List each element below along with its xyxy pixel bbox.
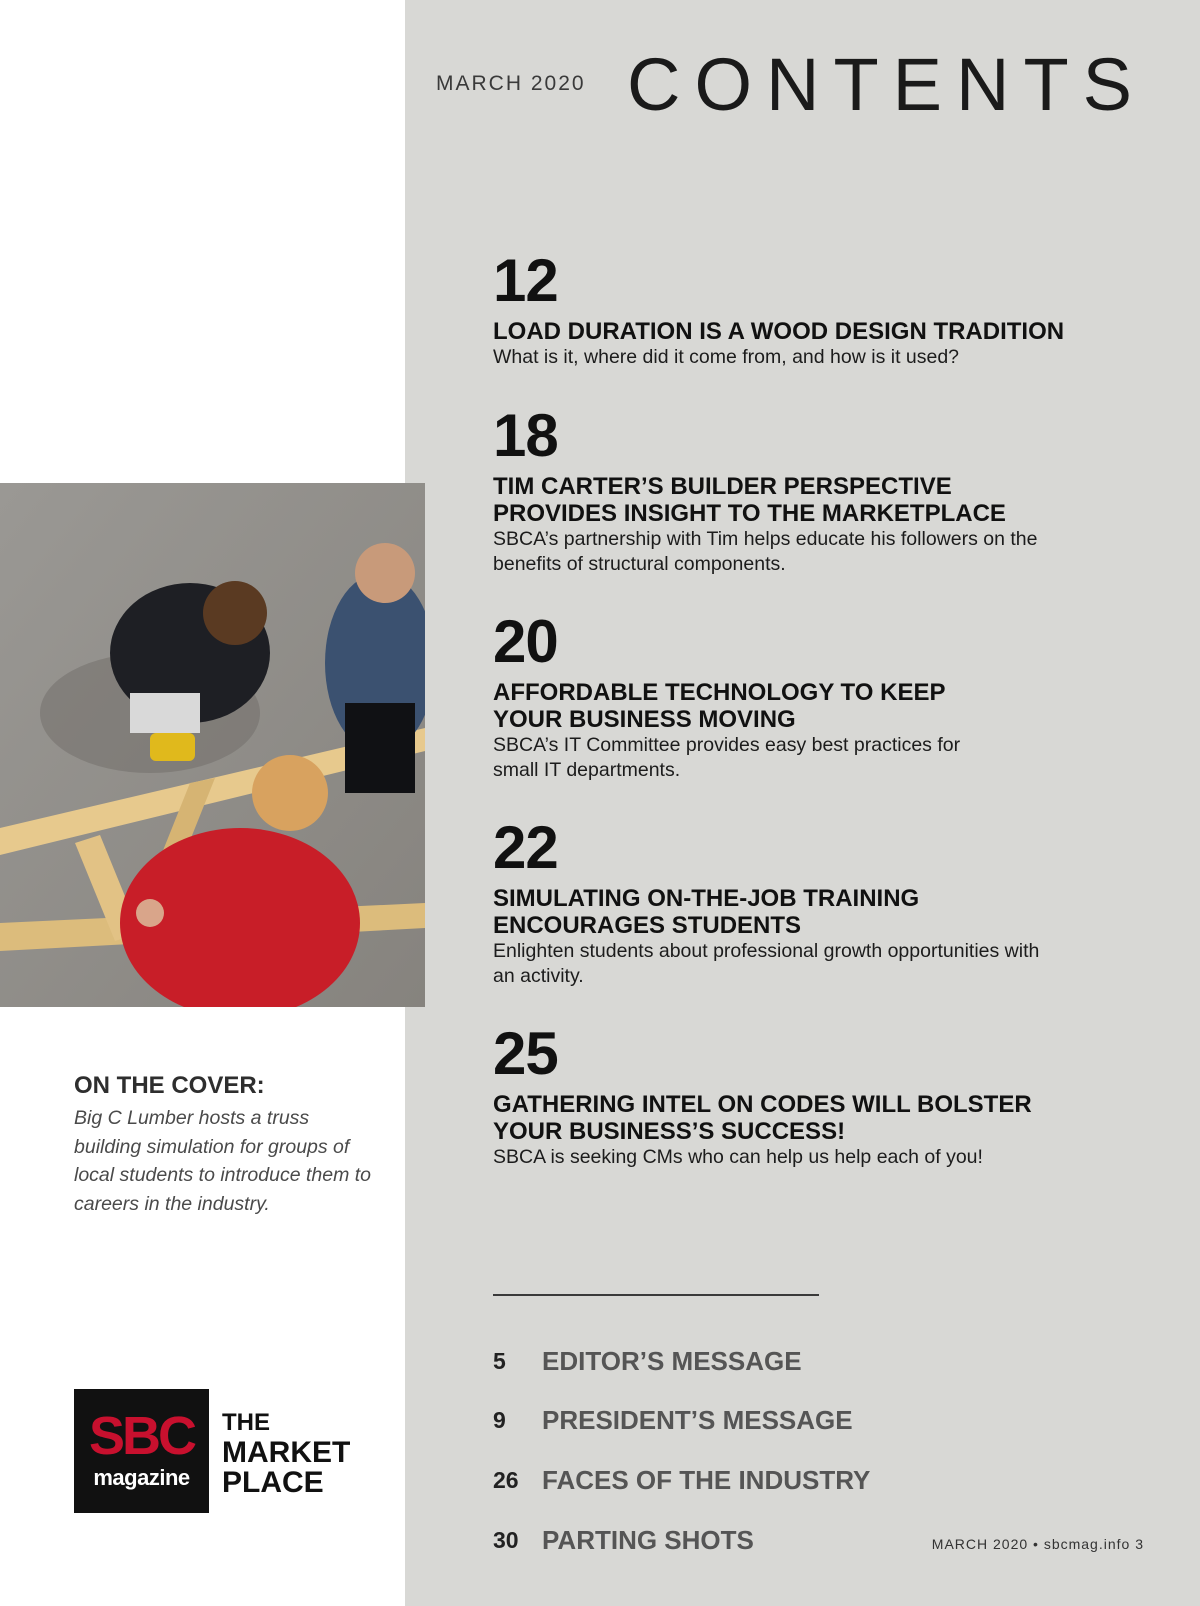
article-entry[interactable] — [493, 1020, 1113, 1170]
article-title[interactable]: AFFORDABLE TECHNOLOGY TO KEEP YOUR BUSINESS MOVING — [493, 679, 946, 733]
article-page-number: 12 — [493, 247, 558, 314]
page-footer: MARCH 2020 • sbcmag.info 3 — [931, 1536, 1144, 1552]
article-entry[interactable] — [493, 814, 1113, 989]
department-item[interactable] — [493, 1400, 853, 1440]
article-title[interactable]: TIM CARTER’S BUILDER PERSPECTIVE PROVIDES INSIGHT TO THE MARKETPLACE — [493, 473, 1006, 527]
sbc-magazine-logo — [74, 1389, 209, 1513]
article-entry[interactable] — [493, 402, 1113, 577]
article-page-number: 22 — [493, 814, 558, 881]
article-title[interactable]: GATHERING INTEL ON CODES WILL BOLSTER YOUR BUSINESS’S SUCCESS! — [493, 1091, 1032, 1145]
department-label[interactable]: PARTING SHOTS — [542, 1524, 754, 1555]
page-title: CONTENTS — [627, 43, 1146, 126]
department-label[interactable]: FACES OF THE INDUSTRY — [542, 1464, 871, 1495]
cover-caption-text: Big C Lumber hosts a truss building simulation for groups of local students to introduce them to careers in the industry. — [74, 1107, 372, 1215]
section-name-line2: MARKET — [222, 1436, 351, 1469]
article-page-number: 25 — [493, 1020, 558, 1087]
section-name-line3: PLACE — [222, 1466, 324, 1499]
department-page-number: 9 — [493, 1406, 506, 1433]
department-page-number: 26 — [493, 1466, 519, 1493]
department-item[interactable] — [493, 1460, 870, 1500]
article-description: SBCA’s IT Committee provides easy best practices for small IT departments. — [493, 734, 961, 781]
article-page-number: 20 — [493, 608, 558, 675]
logo-magazine-text: magazine — [93, 1465, 190, 1490]
department-page-number: 30 — [493, 1526, 519, 1553]
article-description: Enlighten students about professional growth opportunities with an activity. — [493, 940, 1040, 987]
article-entry[interactable] — [493, 247, 1113, 370]
cover-photo — [0, 483, 425, 1007]
department-page-number: 5 — [493, 1347, 506, 1374]
article-page-number: 18 — [493, 402, 558, 469]
article-title[interactable]: SIMULATING ON-THE-JOB TRAINING ENCOURAGES STUDENTS — [493, 885, 920, 939]
article-title[interactable]: LOAD DURATION IS A WOOD DESIGN TRADITION — [493, 318, 1065, 345]
article-description: What is it, where did it come from, and how is it used? — [493, 346, 960, 368]
section-divider — [493, 1294, 819, 1296]
article-description: SBCA’s partnership with Tim helps educate his followers on the benefits of structural components. — [493, 528, 1038, 575]
department-item[interactable] — [493, 1520, 754, 1560]
section-name-line1: THE — [222, 1409, 270, 1436]
article-entry[interactable] — [493, 608, 1113, 783]
department-label[interactable]: EDITOR’S MESSAGE — [542, 1345, 802, 1376]
logo-sbc-text: SBC — [88, 1406, 194, 1466]
section-name — [222, 1408, 350, 1498]
department-item[interactable] — [493, 1341, 802, 1381]
article-description: SBCA is seeking CMs who can help us help each of you! — [493, 1146, 983, 1168]
cover-caption — [74, 1072, 374, 1218]
department-label[interactable]: PRESIDENT’S MESSAGE — [542, 1404, 853, 1435]
issue-date: MARCH 2020 — [436, 72, 586, 95]
cover-caption-heading: ON THE COVER: — [74, 1072, 265, 1099]
